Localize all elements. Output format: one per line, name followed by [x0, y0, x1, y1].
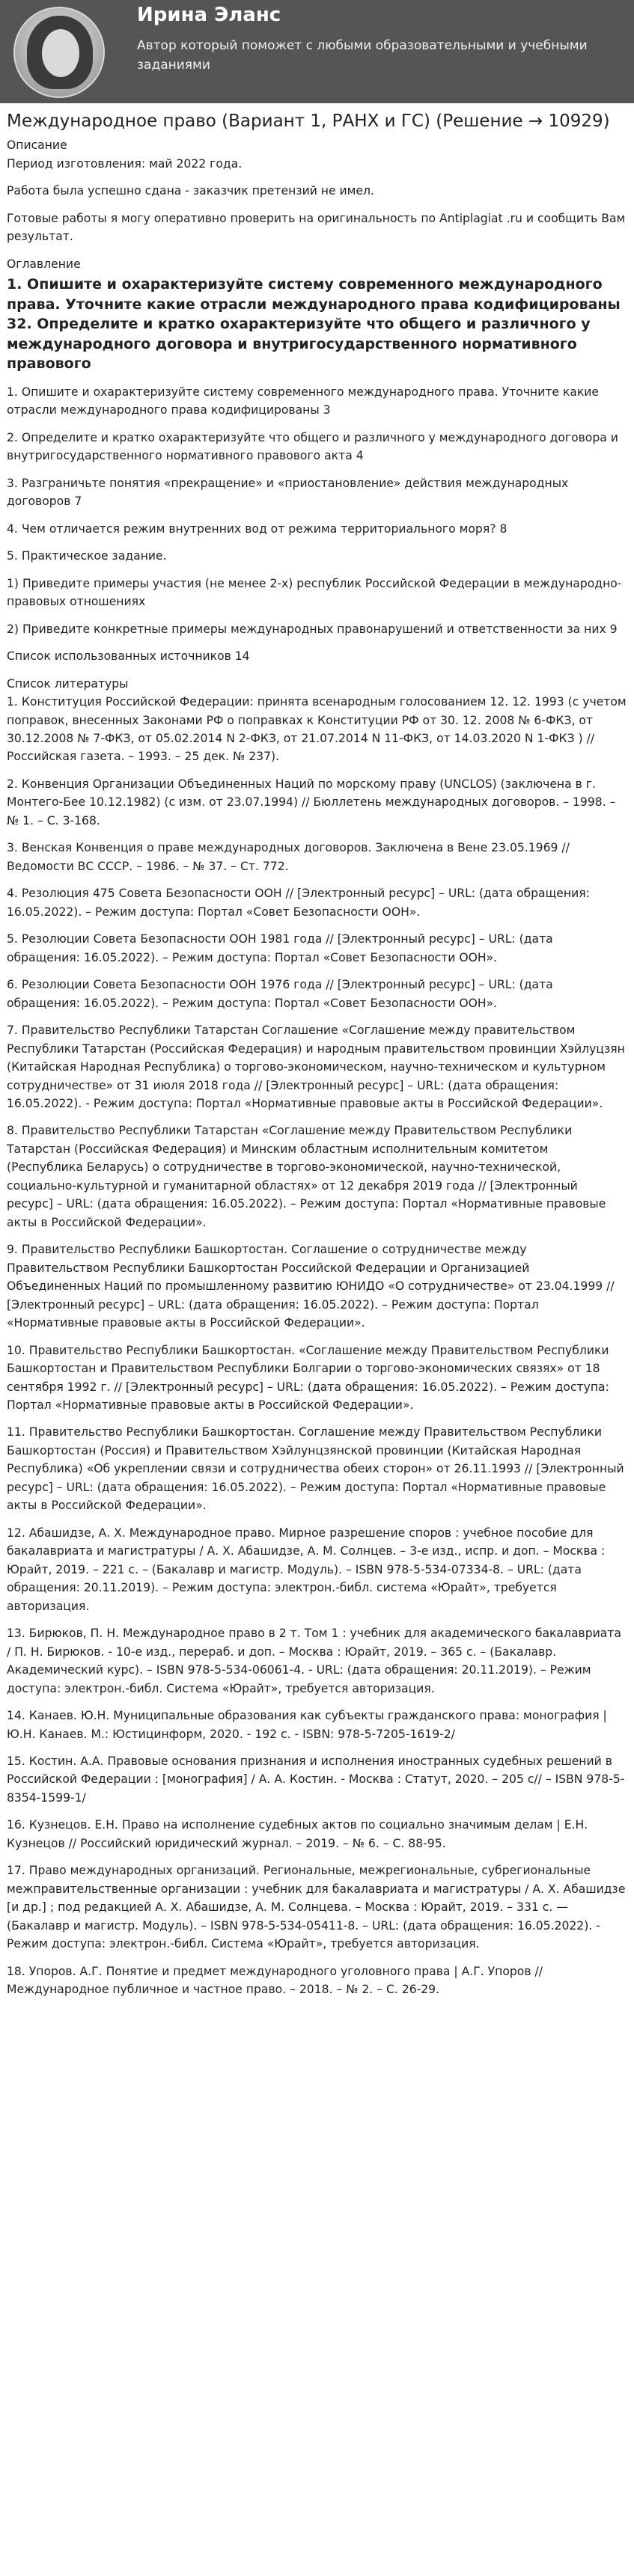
literature-item: 2. Конвенция Организации Объединенных Наций по морскому праву (UNCLOS) (заключена в г. Монтего-Бее 10.12.1982) (с изм. от 23.07.1994) // Бюллетень международных договоров. – 1998. – № 1. – С. 3-168.: [7, 777, 616, 827]
production-period: Период изготовления: май 2022 года.: [7, 156, 243, 171]
document-title: Международное право (Вариант 1, РАНХ и ГС) (Решение → 10929): [7, 111, 610, 131]
literature-item: 16. Кузнецов. Е.Н. Право на исполнение судебных актов по социально значимым делам | Е.Н. Кузнецов // Российский юридический журнал. – 2019. – № 6. – С. 88-95.: [7, 1818, 588, 1850]
toc-label: Оглавление: [7, 257, 81, 271]
literature-item: 11. Правительство Республики Башкортостан. Соглашение между Правительством Республики Башкортостан (Россия) и Правительством Хэйлунцзянской провинции (Китайская Народная Республика) «Об укреплении связи и сотрудничества обеих сторон» от 26.11.1993 // [Электронный ресурс] – URL: (дата обращения: 16.05.2022). – Режим доступа: Портал «Нормативные правовые акты в Российской Федерации».: [7, 1425, 624, 1513]
literature-label: Список литературы: [7, 676, 129, 691]
literature-item: 17. Право международных организаций. Региональные, межрегиональные, субрегиональные межправительственные организации : учебник для бакалавриата и магистратуры / А. Х. Абашидзе [и др.] ; под редакцией А. Х. Абашидзе, А. М. Солнцева. – Москва : Юрайт, 2019. – 331 с. — (Бакалавр и магистр. Модуль). – ISBN 978-5-534-05411-8. – URL: (дата обращения: 16.05.2022). - Режим доступа: электрон.-библ. Система «Юрайт», требуется авторизация.: [7, 1864, 626, 1951]
toc-heading: 1. Опишите и охарактеризуйте систему современного международного права. Уточните какие отрасли международного права кодифицированы 32. Определите и кратко охарактеризуйте что общего и различного у международного договора и внутригосударственного нормативного правового: [7, 276, 621, 373]
toc-item: 3. Разграничьте понятия «прекращение» и «приостановление» действия международных договоров 7: [7, 476, 569, 509]
literature-item: 18. Упоров. А.Г. Понятие и предмет международного уголовного права | А.Г. Упоров // Международное публичное и частное право. – 2018. – № 2. – С. 26-29.: [7, 1964, 543, 1997]
literature-item: 3. Венская Конвенция о праве международных договоров. Заключена в Вене 23.05.1969 // Ведомости ВС СССР. – 1986. – № 37. – Ст. 772.: [7, 841, 570, 873]
antiplagiat-note: Готовые работы я могу оперативно проверить на оригинальность по Antiplagiat .ru и сообщить Вам результат.: [7, 211, 626, 244]
literature-item: 8. Правительство Республики Татарстан «Соглашение между Правительством Республики Татарстан (Российская Федерация) и Минским областным исполнительным комитетом (Республика Беларусь) о сотрудничестве в торгово-экономической, научно-технической, социально-культурной и гуманитарной областях» от 12 декабря 2019 года // [Электронный ресурс] – URL: (дата обращения: 16.05.2022). – Режим доступа: Портал «Нормативные правовые акты в Российской Федерации».: [7, 1124, 606, 1229]
literature-item: 15. Костин. А.А. Правовые основания признания и исполнения иностранных судебных решений в Российской Федерации : [монография] / А. А. Костин. - Москва : Статут, 2020. – 205 с// – ISBN 978-5-8354-1599-1/: [7, 1754, 625, 1805]
literature-item: 12. Абашидзе, А. Х. Международное право. Мирное разрешение споров : учебное пособие для бакалавриата и магистратуры / А. Х. Абашидзе, А. М. Солнцев. – 3-е изд., испр. и доп. – Москва : Юрайт, 2019. – 221 с. – (Бакалавр и магистр. Модуль). – ISBN 978-5-534-07334-8. – URL: (дата обращения: 20.11.2019). – Режим доступа: электрон.-библ. система «Юрайт», требуется авторизация.: [7, 1526, 606, 1613]
toc-item: Список использованных источников 14: [7, 649, 250, 664]
avatar-face-shape: [42, 29, 79, 77]
toc-item: 2. Определите и кратко охарактеризуйте что общего и различного у международного договора и внутригосударственного нормативного правового акта 4: [7, 430, 618, 463]
literature-item: 7. Правительство Республики Татарстан Соглашение «Соглашение между правительством Республики Татарстан (Российская Федерация) и народным правительством провинции Хэйлуцзян (Китайская Народная Республика) о торгово-экономическом, научно-техническом и культурном сотрудничестве» от 31 июля 2018 года // [Электронный ресурс] – URL: (дата обращения: 16.05.2022). - Режим доступа: Портал «Нормативные правовые акты в Российской Федерации».: [7, 1024, 625, 1110]
document-content: [0, 109, 634, 1999]
author-avatar[interactable]: [13, 7, 105, 98]
literature-item: 6. Резолюции Совета Безопасности ООН 1976 года // [Электронный ресурс] – URL: (дата обращения: 16.05.2022). – Режим доступа: Портал «Совет Безопасности ООН».: [7, 978, 553, 1010]
author-name[interactable]: Ирина Эланс: [137, 4, 281, 26]
author-header: [0, 0, 634, 103]
toc-list: [7, 383, 627, 666]
description-label: Описание: [7, 138, 67, 153]
literature-item: 4. Резолюция 475 Совета Безопасности ООН // [Электронный ресурс] – URL: (дата обращения: 16.05.2022). – Режим доступа: Портал «Совет Безопасности ООН».: [7, 887, 590, 919]
literature-item: 9. Правительство Республики Башкортостан. Соглашение о сотрудничестве между Правительством Республики Башкортостан Российской Федерации и Организацией Объединенных Наций по промышленному развитию ЮНИДО «О сотрудничестве» от 23.04.1999 // [Электронный ресурс] – URL: (дата обращения: 16.05.2022). – Режим доступа: Портал «Нормативные правовые акты в Российской Федерации».: [7, 1243, 615, 1330]
toc-item: 1. Опишите и охарактеризуйте систему современного международного права. Уточните какие отрасли международного права кодифицированы 3: [7, 385, 599, 417]
literature-item: 14. Канаев. Ю.Н. Муниципальные образования как субъекты гражданского права: монография | Ю.Н. Канаев. М.: Юстицинформ, 2020. - 192 с. - ISBN: 978-5-7205-1619-2/: [7, 1709, 607, 1741]
author-description: Автор который поможет с любыми образовательными и учебными заданиями: [137, 38, 588, 73]
toc-item: 4. Чем отличается режим внутренних вод от режима территориального моря? 8: [7, 521, 507, 536]
literature-item: 1. Конституция Российской Федерации: принята всенародным голосованием 12. 12. 1993 (с учетом поправок, внесенных Законами РФ о поправках к Конституции РФ от 30. 12. 2008 № 6-ФКЗ, от 30.12.2008 № 7-ФКЗ, от 05.02.2014 N 2-ФКЗ, от 21.07.2014 N 11-ФКЗ, от 14.03.2020 N 1-ФКЗ ) // Российская газета. – 1993. – 25 дек. № 237).: [7, 695, 627, 764]
literature-item: 5. Резолюции Совета Безопасности ООН 1981 года // [Электронный ресурс] – URL: (дата обращения: 16.05.2022). – Режим доступа: Портал «Совет Безопасности ООН».: [7, 932, 553, 964]
literature-item: 10. Правительство Республики Башкортостан. «Соглашение между Правительством Республики Башкортостан и Правительством Республики Болгарии о торгово-экономических связях» от 18 сентября 1992 г. // [Электронный ресурс] – URL: (дата обращения: 16.05.2022). – Режим доступа: Портал «Нормативные правовые акты в Российской Федерации».: [7, 1343, 609, 1412]
toc-item: 1) Приведите примеры участия (не менее 2-х) республик Российской Федерации в международно-правовых отношениях: [7, 576, 622, 609]
toc-item: 5. Практическое задание.: [7, 549, 167, 563]
literature-item: 13. Бирюков, П. Н. Международное право в 2 т. Том 1 : учебник для академического бакалавриата / П. Н. Бирюков. - 10-е изд., перераб. и доп. – Москва : Юрайт, 2019. – 365 с. – (Бакалавр. Академический курс). – ISBN 978-5-534-06061-4. - URL: (дата обращения: 20.11.2019). – Режим доступа: электрон.-библ. Система «Юрайт», требуется авторизация.: [7, 1627, 621, 1695]
work-status: Работа была успешно сдана - заказчик претензий не имел.: [7, 184, 374, 198]
literature-list: [7, 693, 627, 1999]
toc-item: 2) Приведите конкретные примеры международных правонарушений и ответственности за них 9: [7, 622, 618, 636]
